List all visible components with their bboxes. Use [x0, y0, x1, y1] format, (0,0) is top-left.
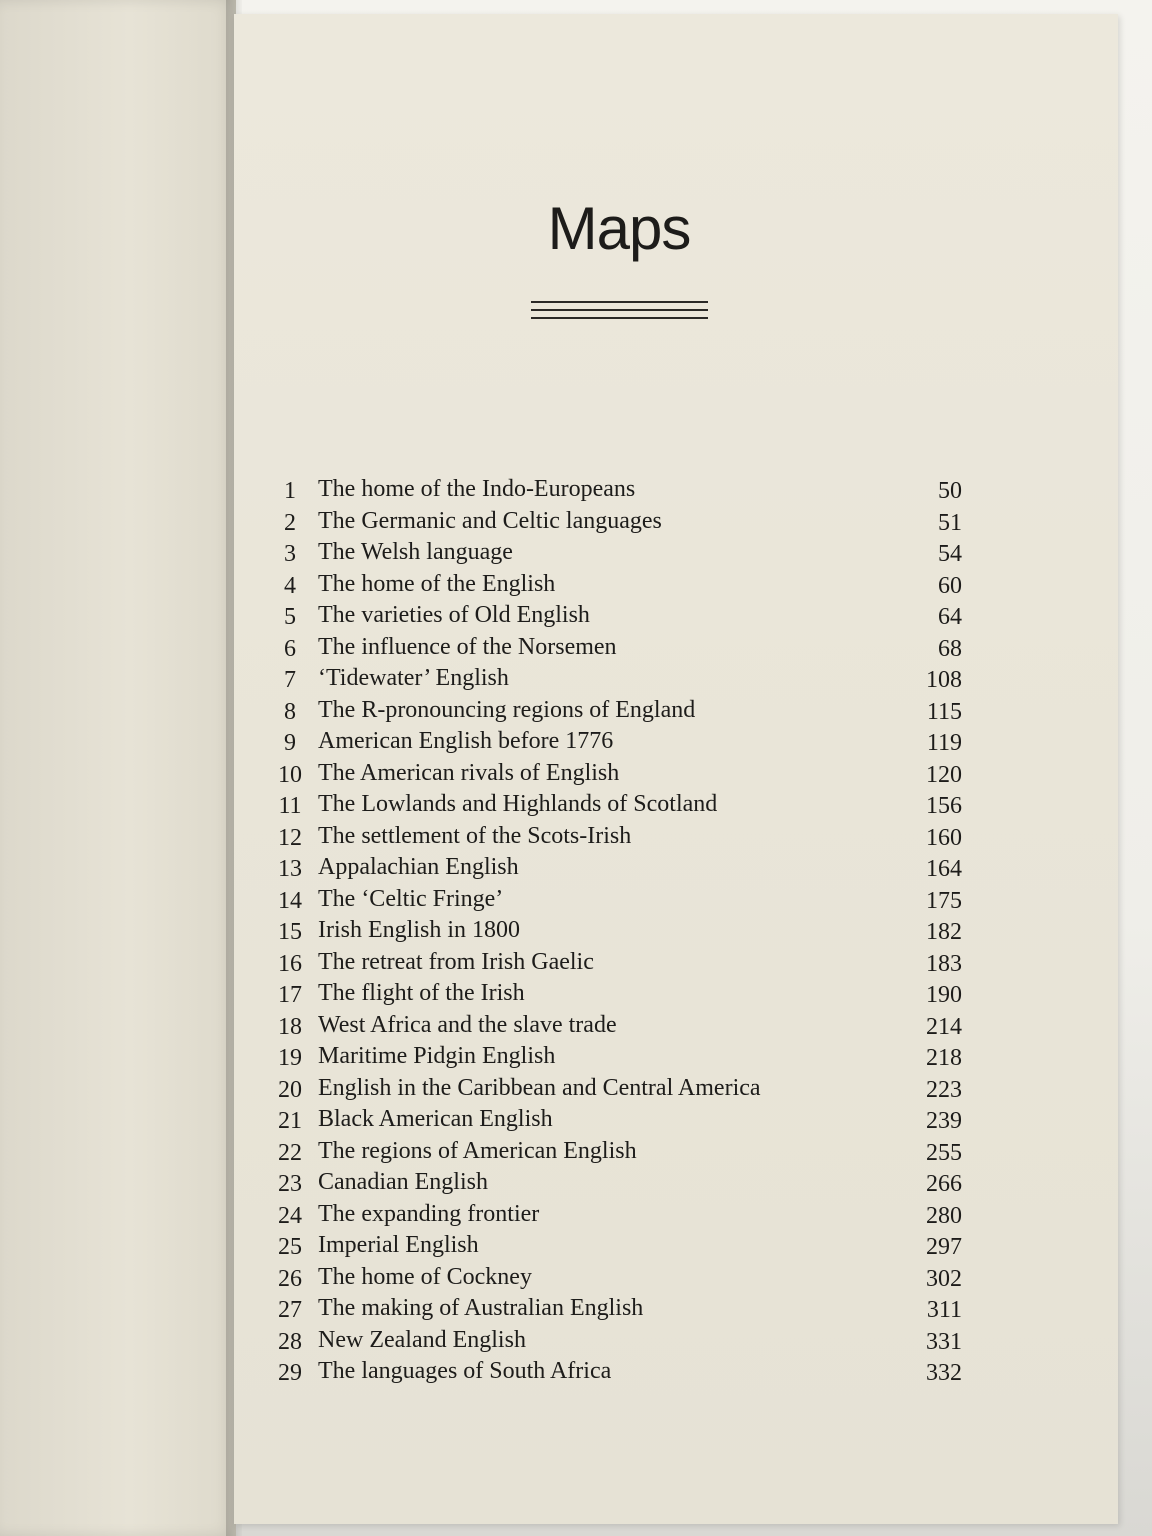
map-list-item	[234, 945, 1118, 977]
map-title: English in the Caribbean and Central America	[318, 1074, 761, 1101]
map-title: The home of the English	[318, 570, 556, 597]
page-number: 214	[926, 1013, 962, 1040]
rule-line	[531, 301, 708, 303]
title-ornament-rule	[531, 301, 708, 325]
page-number: 331	[926, 1328, 962, 1355]
map-list-item	[234, 787, 1118, 819]
map-title: Maritime Pidgin English	[318, 1043, 556, 1069]
page-number: 239	[926, 1108, 962, 1134]
page-number: 50	[938, 478, 962, 504]
map-title: Black American English	[318, 1106, 553, 1132]
page-number: 51	[938, 509, 962, 536]
page-number: 120	[926, 761, 962, 788]
map-number: 24	[278, 1202, 302, 1229]
map-list-item	[234, 598, 1118, 630]
map-list-item	[234, 504, 1118, 536]
page-number: 280	[926, 1202, 962, 1229]
map-list-item	[234, 1071, 1118, 1103]
page-number: 218	[926, 1045, 962, 1071]
page-number: 64	[938, 604, 962, 630]
map-title: The languages of South Africa	[318, 1358, 612, 1384]
map-title: The R-pronouncing regions of England	[318, 696, 696, 723]
facing-page	[0, 0, 236, 1536]
map-list-item	[234, 913, 1118, 945]
page-number: 54	[938, 541, 962, 567]
map-number: 13	[278, 856, 302, 882]
map-number: 26	[278, 1265, 302, 1292]
map-number: 10	[278, 761, 302, 788]
map-title: Irish English in 1800	[318, 917, 520, 943]
map-title: The Lowlands and Highlands of Scotland	[318, 791, 718, 817]
map-list-item	[234, 1039, 1118, 1071]
page-number: 255	[926, 1139, 962, 1166]
map-number: 7	[284, 667, 296, 693]
map-list-item	[234, 1134, 1118, 1166]
map-list-item	[234, 661, 1118, 693]
map-title: West Africa and the slave trade	[318, 1011, 617, 1038]
map-title: The ‘Celtic Fringe’	[318, 885, 504, 912]
map-number: 21	[278, 1108, 302, 1134]
map-number: 11	[278, 793, 302, 819]
page-number: 302	[926, 1265, 962, 1292]
map-title: The home of the Indo-Europeans	[318, 476, 636, 502]
map-number: 3	[284, 541, 296, 567]
map-list-item	[234, 693, 1118, 725]
map-list-item	[234, 535, 1118, 567]
page-title: Maps	[547, 195, 691, 262]
maps-list	[234, 472, 1118, 1386]
map-number: 14	[278, 887, 302, 914]
page-number: 182	[926, 919, 962, 945]
map-list-item	[234, 1102, 1118, 1134]
map-list-item	[234, 850, 1118, 882]
map-title: American English before 1776	[318, 728, 614, 754]
page-number: 266	[926, 1171, 962, 1197]
map-title: The Germanic and Celtic languages	[318, 507, 662, 534]
map-number: 15	[278, 919, 302, 945]
map-number: 2	[284, 509, 296, 536]
map-title: Imperial English	[318, 1232, 479, 1258]
map-list-item	[234, 819, 1118, 851]
map-list-item	[234, 1228, 1118, 1260]
map-title: The retreat from Irish Gaelic	[318, 948, 594, 975]
rule-line	[531, 317, 708, 319]
page-number: 311	[926, 1297, 962, 1323]
page-number: 332	[926, 1360, 962, 1386]
map-list-item	[234, 472, 1118, 504]
map-number: 27	[278, 1297, 302, 1323]
map-list-item	[234, 1323, 1118, 1355]
map-title: The regions of American English	[318, 1137, 637, 1164]
map-number: 17	[278, 982, 302, 1008]
map-list-item	[234, 756, 1118, 788]
page-number: 297	[926, 1234, 962, 1260]
map-title: The settlement of the Scots-Irish	[318, 822, 632, 849]
map-number: 28	[278, 1328, 302, 1355]
map-title: The varieties of Old English	[318, 602, 590, 628]
map-number: 9	[284, 730, 296, 756]
map-list-item	[234, 1291, 1118, 1323]
page-number: 183	[926, 950, 962, 977]
map-title: ‘Tidewater’ English	[318, 665, 509, 691]
map-number: 16	[278, 950, 302, 977]
map-number: 5	[284, 604, 296, 630]
page-number: 115	[926, 698, 962, 725]
map-title: The flight of the Irish	[318, 980, 525, 1006]
rule-line	[531, 309, 708, 311]
map-list-item	[234, 1354, 1118, 1386]
map-list-item	[234, 630, 1118, 662]
map-list-item	[234, 567, 1118, 599]
map-list-item	[234, 1165, 1118, 1197]
map-list-item	[234, 1008, 1118, 1040]
map-number: 12	[278, 824, 302, 851]
map-title: The influence of the Norsemen	[318, 633, 617, 660]
map-title: Appalachian English	[318, 854, 519, 880]
page-number: 108	[926, 667, 962, 693]
page-number: 156	[926, 793, 962, 819]
map-title: The Welsh language	[318, 539, 513, 565]
map-number: 29	[278, 1360, 302, 1386]
map-title: Canadian English	[318, 1169, 488, 1195]
map-number: 25	[278, 1234, 302, 1260]
map-title: The making of Australian English	[318, 1295, 644, 1321]
book-page	[234, 14, 1118, 1524]
page-number: 119	[926, 730, 962, 756]
map-number: 6	[284, 635, 296, 662]
map-list-item	[234, 1260, 1118, 1292]
page-number: 68	[938, 635, 962, 662]
page-number: 60	[938, 572, 962, 599]
map-number: 23	[278, 1171, 302, 1197]
map-title: The American rivals of English	[318, 759, 620, 786]
page-number: 223	[926, 1076, 962, 1103]
map-number: 4	[284, 572, 296, 599]
map-list-item	[234, 976, 1118, 1008]
page-number: 164	[926, 856, 962, 882]
map-list-item	[234, 724, 1118, 756]
page-number: 175	[926, 887, 962, 914]
page-number: 160	[926, 824, 962, 851]
map-number: 18	[278, 1013, 302, 1040]
map-number: 1	[284, 478, 296, 504]
map-title: The home of Cockney	[318, 1263, 532, 1290]
page-number: 190	[926, 982, 962, 1008]
map-list-item	[234, 882, 1118, 914]
map-title: The expanding frontier	[318, 1200, 540, 1227]
map-number: 8	[284, 698, 296, 725]
map-number: 20	[278, 1076, 302, 1103]
map-title: New Zealand English	[318, 1326, 526, 1353]
map-number: 22	[278, 1139, 302, 1166]
map-list-item	[234, 1197, 1118, 1229]
map-number: 19	[278, 1045, 302, 1071]
